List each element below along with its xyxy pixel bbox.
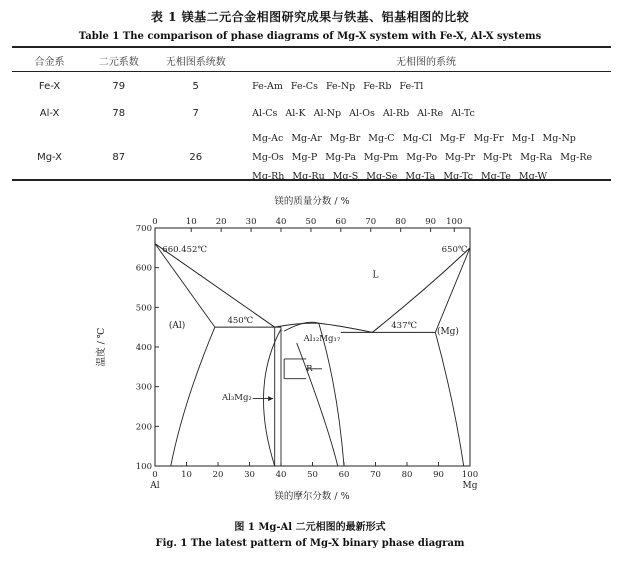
x-tick-label-top: 60 [335,217,347,227]
y-axis-title: 温度 / ℃ [96,327,107,367]
x-tick-label-top: 80 [395,217,407,227]
table-header-row [12,47,611,73]
x-tick-label-top: 0 [152,217,158,227]
system-item: Mg-Cl [402,132,432,144]
system-item: Mg-F [439,132,466,144]
mg-end-label: Mg [462,481,478,491]
al-solidus-line [155,244,215,327]
system-item: Mg-Br [329,132,361,144]
cell-no-diagram-count: 7 [192,108,199,119]
system-item: Mg-Ru [292,170,325,182]
y-tick-label: 200 [135,422,152,433]
cell-binary-count: 79 [112,81,126,92]
mg-solvus-line [435,332,463,466]
system-item: Mg-Tc [443,170,473,182]
system-item: Al-Os [349,108,375,119]
system-list [242,104,610,123]
system-item: Fe-Np [325,81,356,92]
system-item: Mg-Pr [445,151,475,163]
al12mg17-left-boundary [297,343,338,466]
al12mg17-label: Al₁₂Mg₁₇ [303,334,341,345]
x-tick-label-bottom: 100 [461,470,479,480]
system-item: Al-Np [313,108,342,119]
r-phase-label: R [306,363,313,374]
al3mg2-label: Al₃Mg₂ [221,392,252,403]
cell-system-list [241,73,611,100]
eutectic-right-label: 437℃ [391,320,417,331]
system-item: Al-Tc [451,108,475,119]
x-tick-label-bottom: 10 [181,470,192,480]
system-list [242,77,610,96]
figure-caption-cn: 图 1 Mg-Al 二元相图的最新形式 [234,522,386,533]
comparison-table [12,47,611,187]
system-item: Mg-Re [560,151,593,163]
system-item: Mg-W [518,170,548,182]
y-tick-label: 500 [135,303,152,314]
header-no-diagram-systems: 无相图的系统 [396,56,457,68]
x-tick-label-top: 40 [275,217,287,227]
table-title-en: Table 1 The comparison of phase diagrams of Mg-X system with Fe-X, Al-X systems [78,31,542,42]
figure-caption-en: Fig. 1 The latest pattern of Mg-X binary phase diagram [155,538,465,549]
system-item: Mg-Po [406,151,438,163]
table-row [12,100,611,127]
system-item: Mg-Se [366,170,398,182]
mg-phase-label: (Mg) [436,326,459,337]
system-item: Mg-Rh [252,170,285,182]
mg-al-phase-diagram [0,185,620,515]
system-item: Mg-S [332,170,359,182]
system-item: Al-Re [417,108,444,119]
cell-binary-count: 87 [112,151,126,163]
liquidus-line [155,244,470,333]
cell-system-list [241,127,611,187]
mg-solidus-line [435,248,470,332]
x-tick-label-bottom: 80 [401,470,413,480]
plot-frame [155,228,470,466]
al-melting-point-label: 660.452℃ [162,244,207,255]
x-tick-label-top: 90 [425,217,437,227]
table-row [12,127,611,187]
system-item: Mg-Pa [325,151,356,163]
liquid-region-label: L [372,270,379,281]
system-item: Mg-P [291,151,318,163]
x-tick-label-bottom: 40 [275,470,287,480]
cell-alloy-system: Mg-X [37,151,63,163]
x-tick-label-top: 100 [446,217,463,227]
top-axis-title: 镁的质量分数 / % [274,196,350,207]
system-item: Al-Cs [252,108,278,119]
al12mg17-right-boundary [319,323,344,466]
y-tick-label: 400 [135,343,152,353]
system-item: Mg-I [511,132,535,144]
system-item: Mg-Ar [291,132,322,144]
system-list [242,129,610,186]
header-no-diagram-count: 无相图系统数 [165,56,226,68]
x-tick-label-bottom: 0 [152,470,158,480]
x-tick-label-top: 50 [305,217,317,227]
al-end-label: Al [150,481,160,491]
table-row [12,73,611,100]
system-item: Fe-Rb [363,81,392,92]
system-item: Al-K [285,108,306,119]
system-item: Mg-C [368,132,395,144]
cell-alloy-system: Al-X [39,108,60,119]
al3mg2-solvus [264,329,282,466]
bottom-axis-title: 镁的摩尔分数 / % [274,491,350,502]
system-item: Mg-Os [252,151,284,163]
x-tick-label-bottom: 90 [433,470,444,480]
system-item: Al-Rb [382,108,410,119]
system-item: Mg-Np [542,132,576,144]
system-item: Mg-Ac [252,132,284,144]
y-tick-label: 700 [135,224,152,234]
x-tick-label-bottom: 70 [370,470,381,480]
header-binary-count: 二元系数 [98,56,139,68]
al-solvus-line [171,327,215,466]
y-tick-label: 600 [135,263,152,274]
system-item: Mg-Ra [520,151,553,163]
x-tick-label-top: 70 [365,217,377,227]
x-tick-label-top: 10 [185,217,197,227]
cell-binary-count: 78 [112,108,126,119]
cell-no-diagram-count: 26 [189,151,203,163]
x-tick-label-bottom: 30 [244,470,255,480]
system-item: Mg-Fr [473,132,504,144]
system-item: Mg-Te [480,170,511,182]
y-tick-label: 300 [135,382,152,393]
x-tick-label-top: 30 [245,217,257,227]
system-item: Fe-Cs [290,81,318,92]
x-tick-label-bottom: 60 [338,470,350,480]
cell-alloy-system: Fe-X [38,81,61,92]
eutectic-left-label: 450℃ [227,316,254,327]
al-phase-label: (Al) [168,320,186,331]
y-tick-label: 100 [135,462,152,472]
system-item: Mg-Ta [405,170,436,182]
al3mg2-arrow-head [268,396,273,401]
table-title-cn: 表 1 镁基二元合金相图研究成果与铁基、铝基相图的比较 [150,10,470,24]
system-item: Mg-Pt [483,151,513,163]
system-item: Fe-Tl [399,81,424,92]
cell-no-diagram-count: 5 [192,81,199,92]
cell-system-list [241,100,611,127]
x-tick-label-top: 20 [215,217,227,227]
header-alloy-system: 合金系 [34,56,65,68]
system-item: Fe-Am [252,81,283,92]
mg-melting-point-label: 650℃ [441,244,468,255]
x-tick-label-bottom: 20 [212,470,224,480]
system-item: Mg-Pm [363,151,399,163]
x-tick-label-bottom: 50 [307,470,318,480]
